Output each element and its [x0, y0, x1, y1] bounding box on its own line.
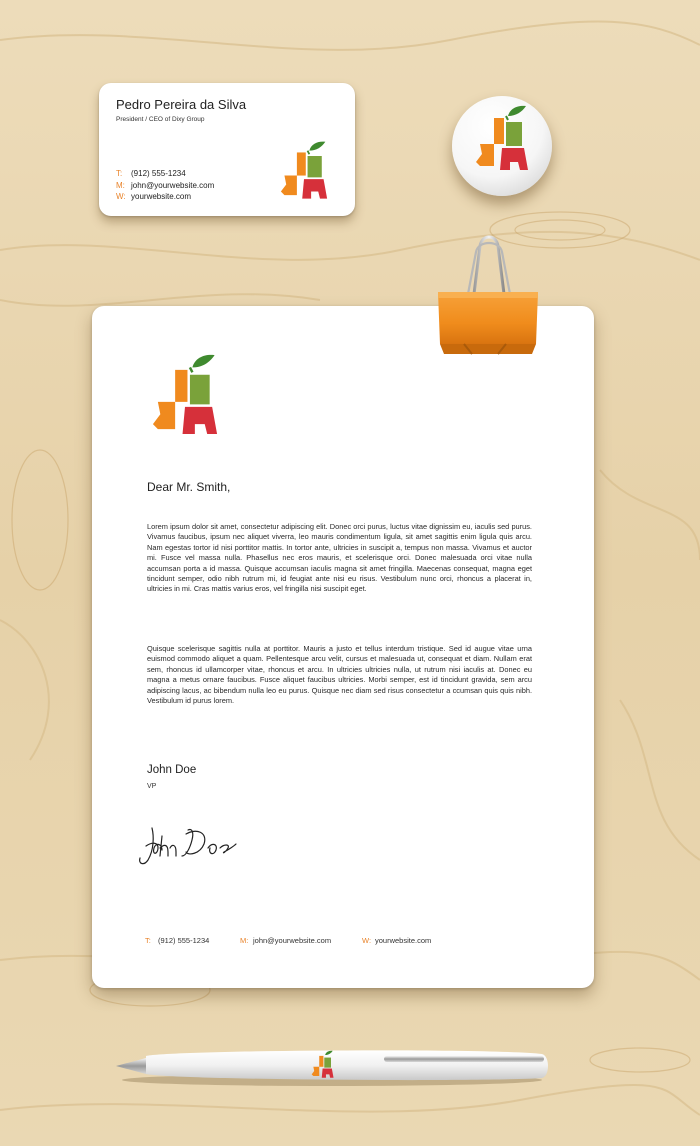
card-name: Pedro Pereira da Silva [116, 97, 247, 112]
footer-phone-label: T: [145, 936, 151, 945]
card-email: john@yourwebsite.com [131, 180, 215, 190]
letter-paragraph-1: Lorem ipsum dolor sit amet, consectetur adipiscing elit. Donec orci purus, luctus vitae dignissim eu, iaculis sed purus. Vivamus faucibus, ipsum nec aliquet viverra, leo mauris condimentum ligula, sit amet sagittis enim ligula quis arcu. Nam egestas tortor id nisi porttitor mattis. In tortor ante, ultricies in suscipit a, tempus non massa. Vivamus et auctor mi. Fusce vel massa nulla. Phasellus nec eros mauris, et scelerisque orci. Donec malesuada orci vitae nulla accumsan porta a id massa. Quisque accumsan iaculis magna sit amet fringilla. Maecenas consequat, magna eget tincidunt semper, odio nibh rutrum mi, id feugiat ante nisi eu risus. Vestibulum nunc orci, rhoncus a placerat in, ultricies in mi. Cras mattis varius eros, vel fringilla nisi suscipit eget. [147, 522, 532, 594]
sender-name: John Doe [147, 764, 197, 776]
footer-website [362, 936, 431, 945]
footer-email-label: M: [240, 936, 249, 945]
card-contacts [116, 168, 214, 203]
pen-icon [112, 1040, 552, 1090]
card-email-label: M: [116, 180, 125, 190]
button-badge [452, 96, 552, 196]
brand-logo-icon [472, 104, 532, 176]
sender-role: VP [147, 783, 157, 790]
business-card [99, 83, 355, 216]
footer-website-value: yourwebsite.com [375, 936, 432, 945]
card-phone: (912) 555-1234 [131, 169, 186, 178]
card-website: yourwebsite.com [131, 192, 192, 201]
card-title: President / CEO of Dixy Group [116, 116, 205, 123]
footer-email [240, 936, 331, 945]
card-web-row [116, 191, 214, 203]
binder-clip-icon [436, 232, 540, 362]
letter-greeting: Dear Mr. Smith, [147, 480, 231, 494]
letter-paragraph-2: Quisque scelerisque sagittis nulla at porttitor. Mauris a justo et tellus interdum tristique. Sed id augue vitae urna euismod commodo aliquet a quam. Pellentesque arcu velit, cursus et malesuada ut, consequat et diam. Nullam erat sem, rhoncus id ullamcorper vitae, rhoncus et arcu. In ultricies ultricies nulla, ut rutrum nisi iaculis at. Donec eu magna a metus ornare faucibus. Fusce aliquet faucibus ultricies. Morbi semper, est id tincidunt gravida, sem arcu adipiscing lacus, ac bibendum nulla leo eu purus. Quisque nec diam sed risus consectetur a ccumsan quis quis nibh. Vestibulum id purus lorem. [147, 644, 532, 706]
card-email-row [116, 180, 214, 192]
card-phone-label: T: [116, 169, 123, 178]
brand-logo-icon [277, 140, 331, 204]
footer-phone-value: (912) 555-1234 [158, 936, 210, 945]
card-web-label: W: [116, 192, 126, 201]
footer-phone [145, 936, 209, 945]
letterhead-page [92, 306, 594, 988]
card-phone-row [116, 168, 214, 180]
footer-web-label: W: [362, 936, 372, 945]
brand-logo-icon [148, 352, 222, 442]
signature [132, 816, 247, 871]
footer-email-value: john@yourwebsite.com [253, 936, 332, 945]
